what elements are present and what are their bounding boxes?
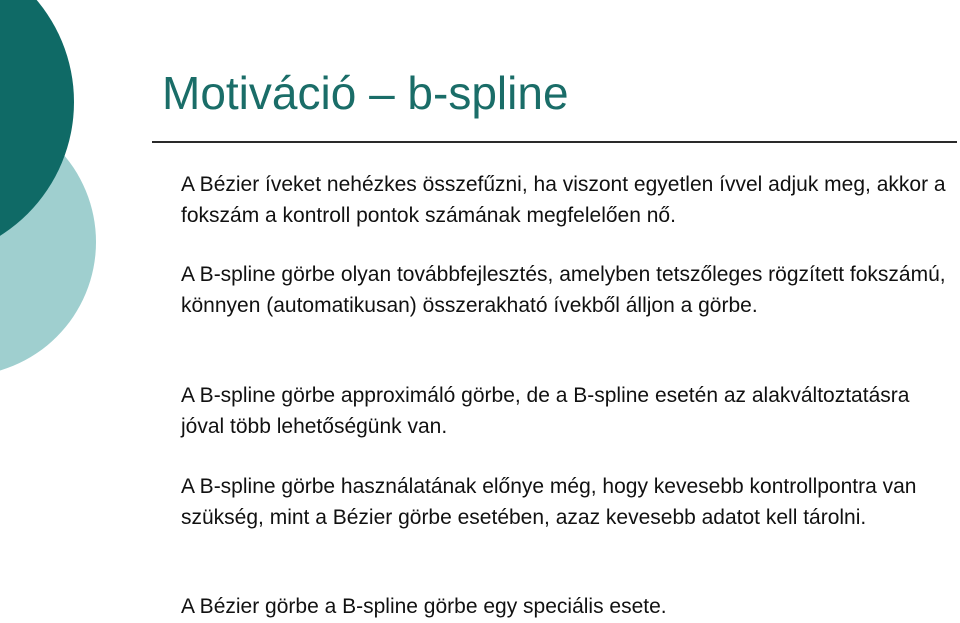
dark-teal-circle <box>0 0 74 260</box>
paragraph-5: A Bézier görbe a B-spline görbe egy speciális esete. <box>181 595 667 618</box>
paragraph-4: A B-spline görbe használatának előnye még, hogy kevesebb kontrollpontra van szükség, mint a Bézier görbe esetében, azaz kevesebb adatot kell tárolni. <box>181 475 917 529</box>
slide-title: Motiváció – b-spline <box>162 67 569 119</box>
title-divider <box>152 141 957 143</box>
paragraph-3: A B-spline görbe approximáló görbe, de a B-spline esetén az alakváltoztatásra jóval több lehetőségünk van. <box>181 384 910 438</box>
paragraph-1: A Bézier íveket nehézkes összefűzni, ha viszont egyetlen ívvel adjuk meg, akkor a fokszám a kontroll pontok számának megfelelően nő. <box>181 173 946 227</box>
paragraph-2: A B-spline görbe olyan továbbfejlesztés, amelyben tetszőleges rögzített fokszámú, könnyen (automatikusan) összerakható ívekből álljon a görbe. <box>181 263 946 317</box>
decorative-circles <box>0 0 140 380</box>
light-teal-circle <box>0 108 96 376</box>
